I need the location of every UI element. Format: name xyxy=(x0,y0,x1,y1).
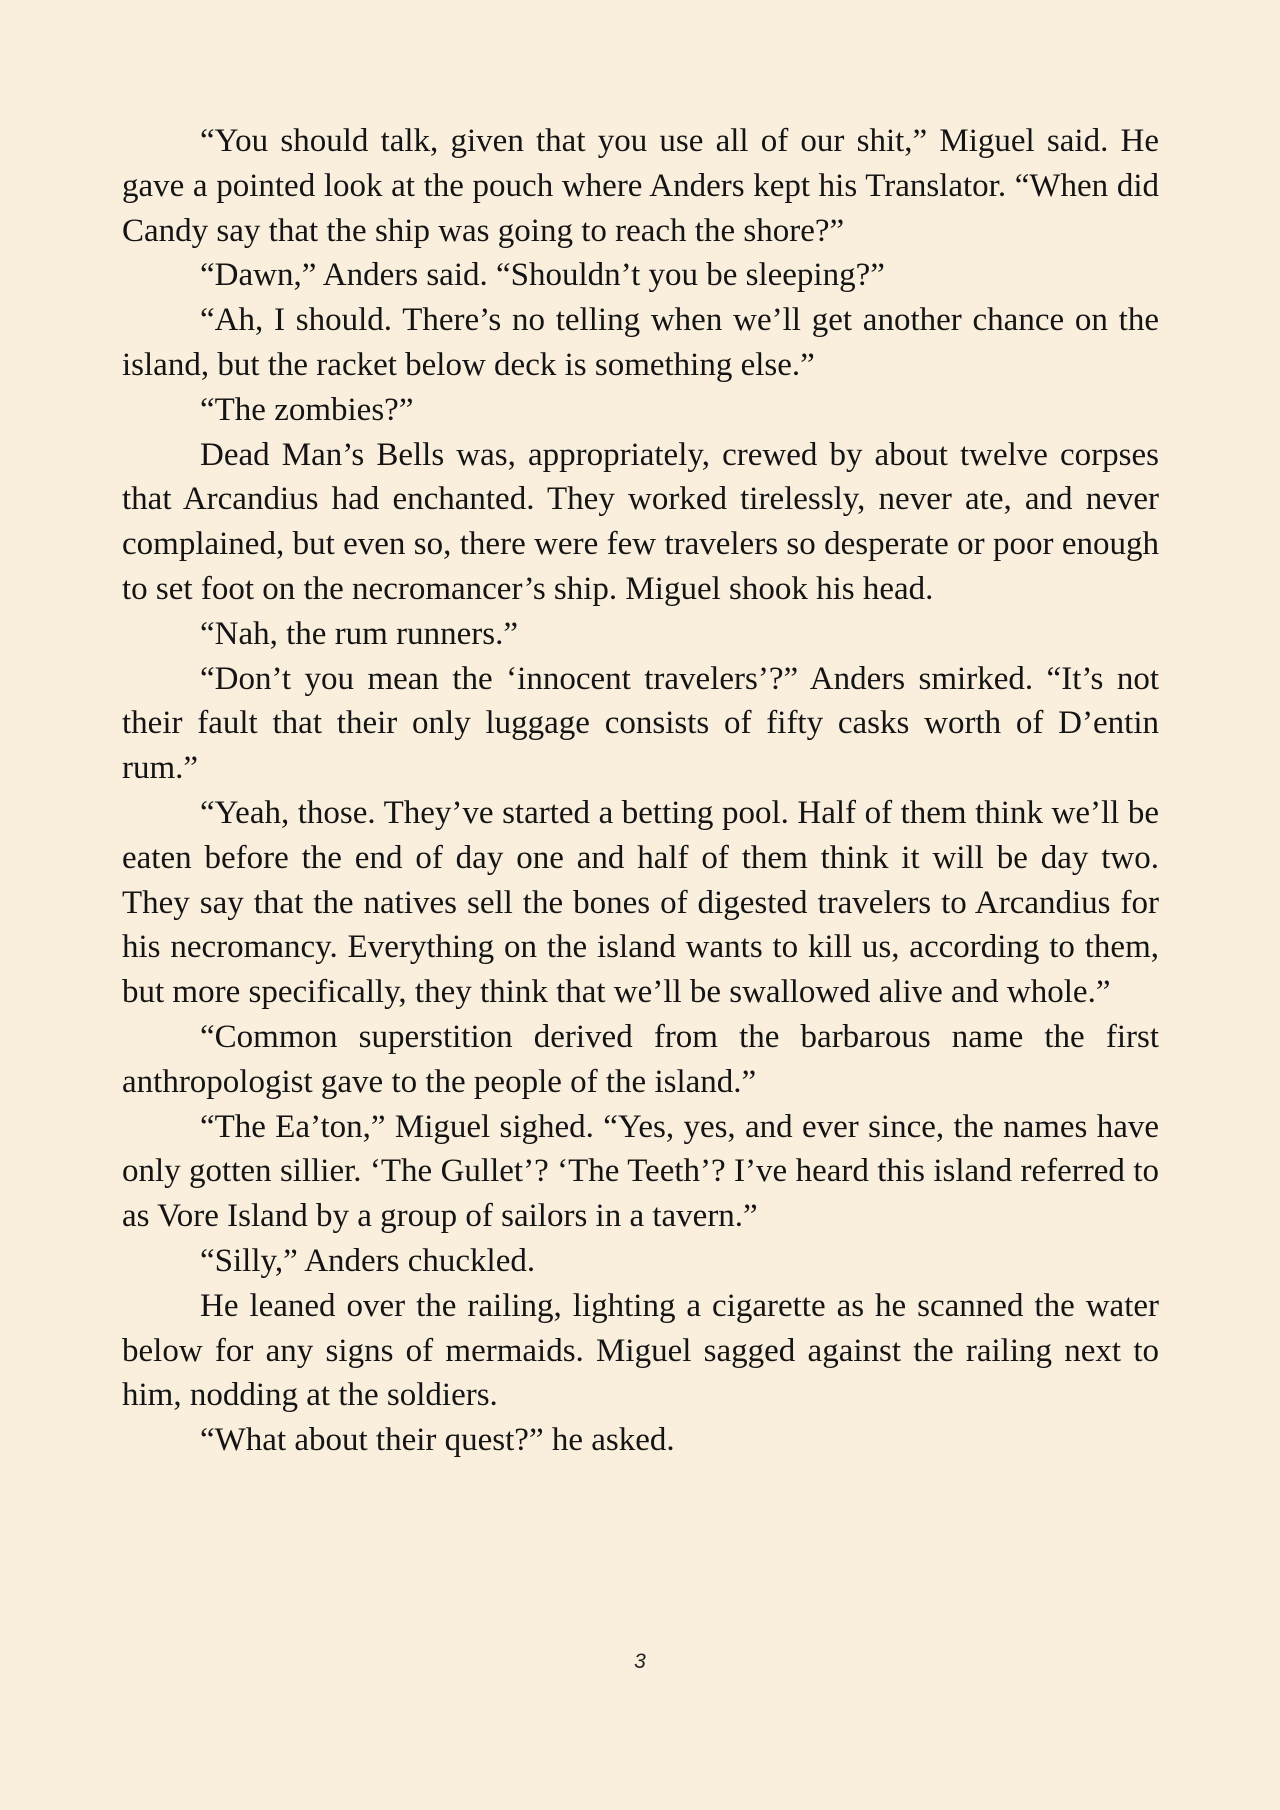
paragraph: “Ah, I should. There’s no telling when we’ll get another chance on the island, but the racket below deck is something else.” xyxy=(122,302,1159,383)
paragraph: “Common superstition derived from the barbarous name the first anthropologist gave to the people of the island.” xyxy=(122,1018,1159,1100)
paragraph: “The zombies?” xyxy=(200,391,414,428)
paragraph: “What about their quest?” he asked. xyxy=(200,1422,675,1459)
paragraph: He leaned over the railing, lighting a cigarette as he scanned the water below for any signs of mermaids. Miguel sagged against the railing next to him, nodding at the soldiers. xyxy=(122,1287,1159,1414)
paragraph: “You should talk, given that you use all of our shit,” Miguel said. He gave a pointed look at the pouch where Anders kept his Translator. “When did Candy say that the ship was going to reach the shore?” xyxy=(122,123,1159,249)
paragraph: “The Ea’ton,” Miguel sighed. “Yes, yes, and ever since, the names have only gotten sillier. ‘The Gullet’? ‘The Teeth’? I’ve heard this island referred to as Vore Island by a group of sailors in a tavern.” xyxy=(122,1108,1159,1235)
paragraph: “Don’t you mean the ‘innocent travelers’?” Anders smirked. “It’s not their fault that their only luggage consists of fifty casks worth of D’entin rum.” xyxy=(122,660,1159,787)
paragraph: “Silly,” Anders chuckled. xyxy=(200,1242,536,1279)
paragraph: “Dawn,” Anders said. “Shouldn’t you be sleeping?” xyxy=(200,257,885,294)
paragraph: “Yeah, those. They’ve started a betting pool. Half of them think we’ll be eaten before the end of day one and half of them think it will be day two. They say that the natives sell the bones of digested travelers to Arcandius for his necromancy. Everything on the island wants to kill us, according to them, but more specifically, they think that we’ll be swallowed alive and whole.” xyxy=(122,794,1159,1011)
body-text xyxy=(122,119,1159,1463)
paragraph: Dead Man’s Bells was, appropriately, crewed by about twelve corpses that Arcandius had enchanted. They worked tirelessly, never ate, and never complained, but even so, there were few travelers so desperate or poor enough to set foot on the necromancer’s ship. Miguel shook his head. xyxy=(122,436,1159,607)
paragraph: “Nah, the rum runners.” xyxy=(200,615,518,652)
page-number: 3 xyxy=(634,1650,646,1673)
